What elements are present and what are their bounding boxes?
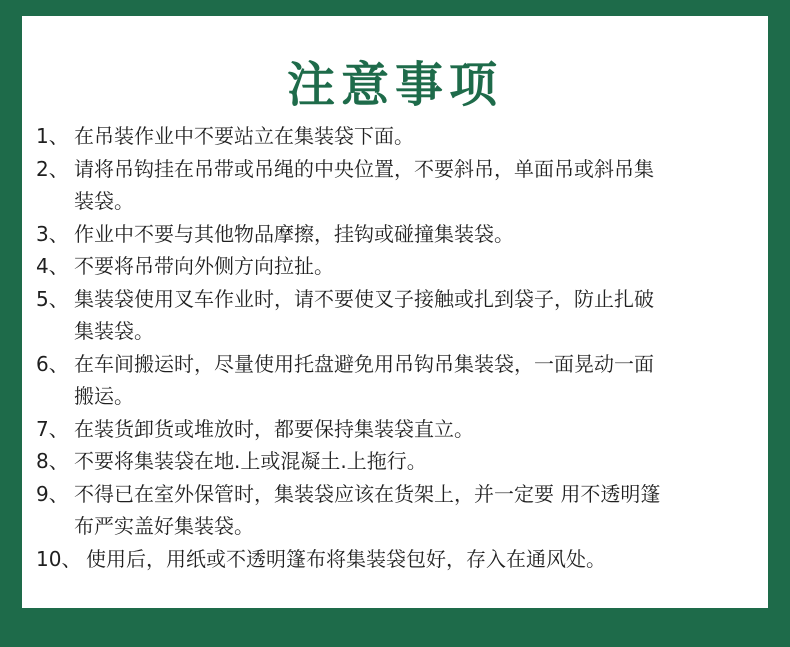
list-item	[36, 153, 761, 218]
item-number: 8、	[36, 449, 69, 473]
item-number: 1、	[36, 124, 69, 148]
item-text: 不要将吊带向外侧方向拉扯。	[74, 254, 334, 278]
item-number: 6、	[36, 351, 69, 376]
item-number: 7、	[36, 416, 69, 441]
item-text-continued: 搬运。	[74, 384, 134, 408]
item-number: 9、	[36, 481, 69, 506]
list-item	[36, 478, 761, 543]
item-text-continued: 集装袋。	[74, 319, 154, 343]
list-item	[36, 120, 761, 153]
notice-list	[36, 120, 761, 575]
item-number: 4、	[36, 254, 69, 278]
item-text-continued: 布严实盖好集装袋。	[74, 514, 254, 538]
item-text: 请将吊钩挂在吊带或吊绳的中央位置，不要斜吊，单面吊或斜吊集	[74, 156, 654, 181]
item-text: 集装袋使用叉车作业时，请不要使叉子接触或扎到袋子，防止扎破	[74, 286, 654, 311]
item-text: 作业中不要与其他物品摩擦，挂钩或碰撞集装袋。	[74, 221, 514, 246]
item-text: 在车间搬运时，尽量使用托盘避免用吊钩吊集装袋，一面晃动一面	[74, 351, 654, 376]
item-text: 使用后，用纸或不透明篷布将集装袋包好，存入在通风处。	[86, 546, 606, 571]
page-title: 注意事项	[286, 57, 503, 113]
item-text-continued: 装袋。	[74, 189, 134, 213]
item-number: 10、	[36, 546, 82, 571]
list-item	[36, 218, 761, 251]
item-number: 2、	[36, 156, 69, 181]
list-item	[36, 445, 761, 478]
item-text: 不要将集装袋在地.上或混凝土.上拖行。	[74, 449, 427, 473]
item-text: 不得已在室外保管时，集装袋应该在货架上，并一定要 用不透明篷	[74, 481, 661, 506]
list-item	[36, 543, 761, 576]
item-text: 在装货卸货或堆放时，都要保持集装袋直立。	[74, 416, 474, 441]
list-item	[36, 413, 761, 446]
item-number: 5、	[36, 286, 69, 311]
notice-card	[22, 16, 768, 608]
item-number: 3、	[36, 221, 69, 246]
list-item	[36, 250, 761, 283]
list-item	[36, 283, 761, 348]
list-item	[36, 348, 761, 413]
item-text: 在吊装作业中不要站立在集装袋下面。	[74, 124, 414, 148]
